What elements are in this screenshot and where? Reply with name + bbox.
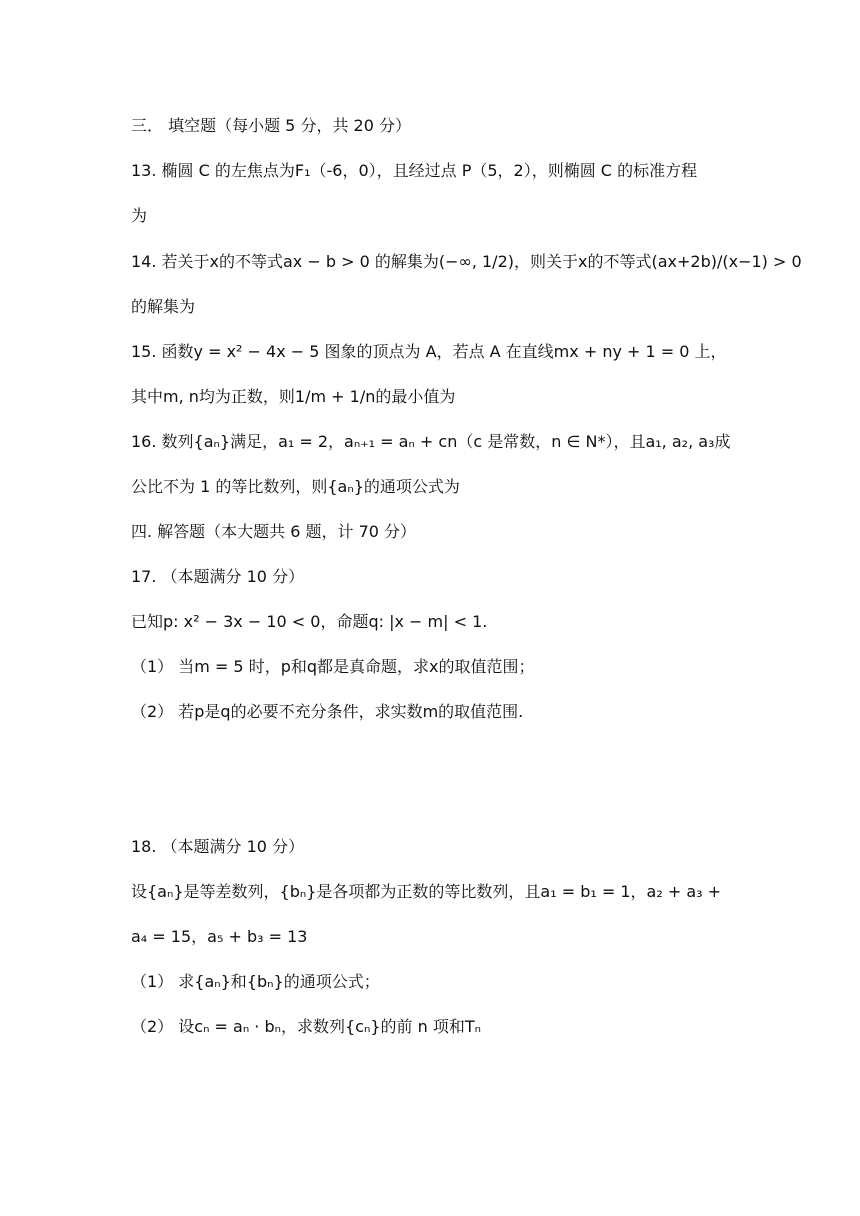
question-18-part-2: （2） 设cₙ = aₙ · bₙ，求数列{cₙ}的前 n 项和Tₙ (131, 1017, 481, 1036)
question-14-line-1: 14. 若关于x的不等式ax − b > 0 的解集为(−∞, 1/2)，则关于x的不等式(ax+2b)/(x−1) > 0 (131, 252, 802, 271)
question-18-part-1: （1） 求{aₙ}和{bₙ}的通项公式； (131, 972, 380, 991)
question-14-line-2: 的解集为 (131, 297, 196, 316)
question-18-title: 18. （本题满分 10 分） (131, 837, 305, 856)
question-17-statement: 已知p: x² − 3x − 10 < 0，命题q: |x − m| < 1. (131, 612, 488, 631)
question-18-statement-line-2: a₄ = 15，a₅ + b₃ = 13 (131, 927, 308, 946)
question-15-line-2: 其中m, n均为正数，则1/m + 1/n的最小值为 (131, 387, 456, 406)
section-4-heading: 四. 解答题（本大题共 6 题，计 70 分） (131, 522, 417, 541)
question-18-statement-line-1: 设{aₙ}是等差数列，{bₙ}是各项都为正数的等比数列，且a₁ = b₁ = 1，a₂ + a₃ + (131, 882, 722, 901)
question-16-line-2: 公比不为 1 的等比数列，则{aₙ}的通项公式为 (131, 477, 460, 496)
question-13-line-1: 13. 椭圆 C 的左焦点为F₁（-6，0），且经过点 P（5，2），则椭圆 C 的标准方程 (131, 161, 698, 180)
question-13-line-2: 为 (131, 206, 148, 225)
section-3-heading: 三． 填空题（每小题 5 分，共 20 分） (131, 116, 411, 135)
question-15-line-1: 15. 函数y = x² − 4x − 5 图象的顶点为 A，若点 A 在直线mx + ny + 1 = 0 上， (131, 342, 727, 361)
question-17-title: 17. （本题满分 10 分） (131, 567, 305, 586)
question-17-part-2: （2） 若p是q的必要不充分条件，求实数m的取值范围. (131, 702, 524, 721)
question-17-part-1: （1） 当m = 5 时，p和q都是真命题，求x的取值范围； (131, 657, 535, 676)
question-16-line-1: 16. 数列{aₙ}满足，a₁ = 2，aₙ₊₁ = aₙ + cn（c 是常数，n ∈ N*），且a₁, a₂, a₃成 (131, 432, 731, 451)
